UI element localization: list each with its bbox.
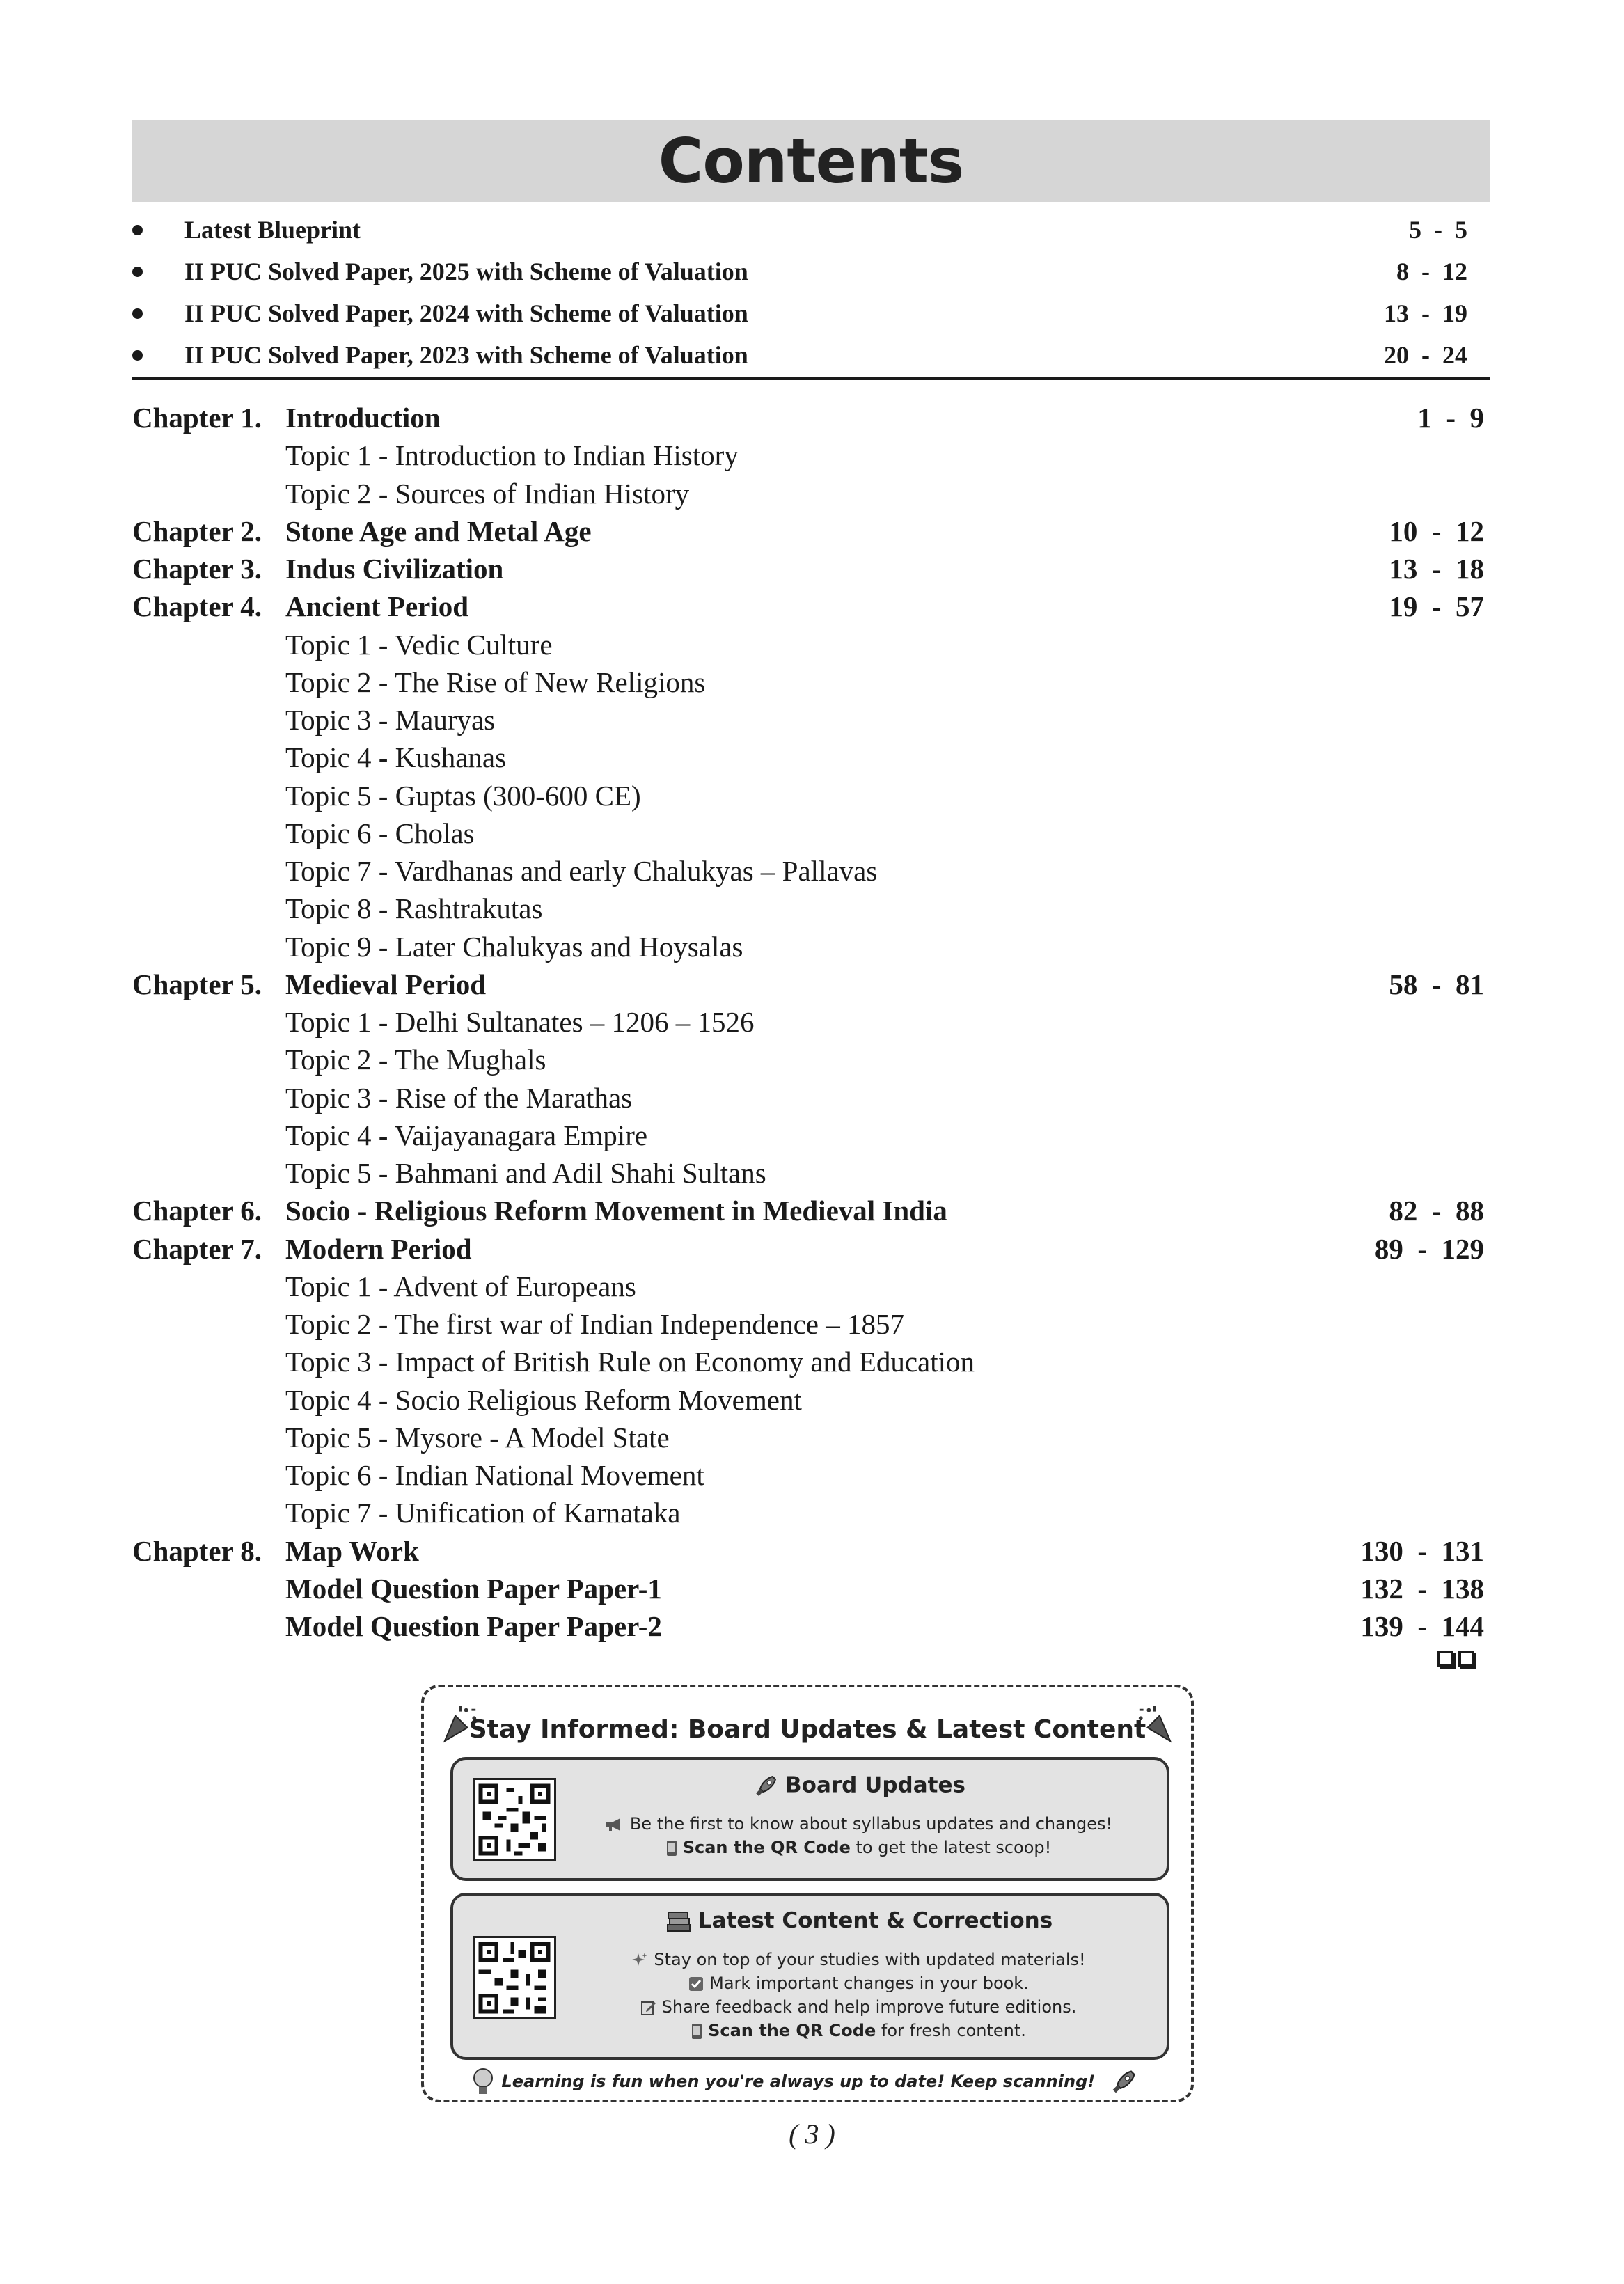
prelim-label: Latest Blueprint [184, 216, 361, 244]
topic-title: Topic 5 - Mysore - A Model State [285, 1421, 670, 1454]
chapter-title: Medieval Period [285, 968, 487, 1000]
page-range: 130 - 131 [1360, 1534, 1484, 1567]
chapter-row [132, 399, 1490, 436]
chapter-number: Chapter 8. [132, 1534, 262, 1567]
chapter-row [132, 550, 1490, 588]
topic-title: Topic 8 - Rashtrakutas [285, 892, 543, 925]
prelim-item [132, 334, 1490, 376]
topic-row [132, 928, 1490, 966]
chapter-title: Modern Period [285, 1232, 472, 1265]
topic-title: Topic 1 - Vedic Culture [285, 628, 553, 661]
mobile-phone-icon [691, 2023, 702, 2040]
topic-title: Topic 9 - Later Chalukyas and Hoysalas [285, 930, 743, 963]
chapter-title: Stone Age and Metal Age [285, 514, 592, 547]
info-box-title: Stay Informed: Board Updates & Latest Content [468, 1715, 1146, 1744]
topic-row [132, 1154, 1490, 1192]
chapter-number: Chapter 3. [132, 553, 262, 585]
topic-title: Topic 6 - Cholas [285, 817, 475, 849]
topic-row [132, 475, 1490, 512]
page-range: 82 - 88 [1389, 1195, 1484, 1227]
section-divider [132, 377, 1490, 380]
topic-title: Topic 2 - The Rise of New Religions [285, 665, 706, 698]
page-range: 1 - 9 [1417, 402, 1484, 434]
topic-title: Topic 3 - Impact of British Rule on Economy and Education [285, 1346, 975, 1378]
chapter-number: Chapter 6. [132, 1195, 262, 1227]
topic-row [132, 777, 1490, 814]
megaphone-icon [605, 1817, 624, 1832]
chapter-title: Model Question Paper Paper-1 [285, 1572, 662, 1605]
board-updates-panel [450, 1757, 1169, 1881]
chapter-title: Introduction [285, 402, 441, 434]
bullet-icon [132, 267, 143, 277]
topic-title: Topic 3 - Mauryas [285, 704, 496, 736]
latest-content-line: Stay on top of your studies with updated materials! [565, 1950, 1153, 1969]
mobile-phone-icon [666, 1840, 677, 1857]
latest-content-line: Share feedback and help improve future editions. [565, 1997, 1153, 2017]
topic-title: Topic 2 - The first war of Indian Independence – 1857 [285, 1308, 904, 1340]
chapter-title: Ancient Period [285, 590, 469, 623]
chapter-number: Chapter 2. [132, 514, 262, 547]
latest-content-heading: Latest Content & Corrections [565, 1908, 1153, 1935]
topic-row [132, 1494, 1490, 1531]
prelim-label: II PUC Solved Paper, 2023 with Scheme of Valuation [184, 341, 748, 369]
board-updates-scan-line: Scan the QR Code to get the latest scoop! [565, 1838, 1153, 1857]
bullet-icon [132, 350, 143, 361]
topic-row [132, 1117, 1490, 1154]
topic-row [132, 1003, 1490, 1041]
page-number: ( 3 ) [789, 2118, 835, 2150]
chapter-number: Chapter 1. [132, 402, 262, 434]
topic-row [132, 890, 1490, 927]
prelim-label: II PUC Solved Paper, 2024 with Scheme of Valuation [184, 299, 748, 327]
latest-content-panel [450, 1893, 1169, 2060]
stay-informed-box [421, 1685, 1194, 2102]
topic-row [132, 663, 1490, 701]
topic-title: Topic 1 - Delhi Sultanates – 1206 – 1526 [285, 1006, 755, 1038]
prelim-pages: 13 - 19 [1384, 299, 1467, 327]
bullet-icon [132, 308, 143, 319]
chapter-row [132, 966, 1490, 1003]
topic-row [132, 1381, 1490, 1419]
topic-row [132, 436, 1490, 474]
rocket-icon [752, 1772, 780, 1800]
topic-row [132, 1456, 1490, 1494]
chapter-number: Chapter 7. [132, 1232, 262, 1265]
books-icon [665, 1909, 693, 1935]
chapter-row [132, 1192, 1490, 1229]
chapter-row [132, 1570, 1490, 1607]
board-updates-heading: Board Updates [565, 1772, 1153, 1800]
chapter-title: Socio - Religious Reform Movement in Medieval India [285, 1195, 947, 1227]
chapter-row [132, 512, 1490, 550]
memo-icon [641, 2000, 656, 2015]
topic-row [132, 1343, 1490, 1380]
chapter-title: Model Question Paper Paper-2 [285, 1610, 662, 1642]
chapter-row [132, 1607, 1490, 1645]
topic-title: Topic 4 - Kushanas [285, 741, 507, 774]
chapter-row [132, 1532, 1490, 1570]
page-range: 19 - 57 [1389, 590, 1484, 623]
topic-title: Topic 1 - Advent of Europeans [285, 1270, 636, 1302]
chapter-title: Indus Civilization [285, 553, 504, 585]
topic-title: Topic 1 - Introduction to Indian History [285, 439, 739, 472]
topic-title: Topic 2 - Sources of Indian History [285, 477, 690, 510]
prelim-pages: 20 - 24 [1384, 341, 1467, 369]
topic-row [132, 814, 1490, 852]
sparkles-icon [631, 1952, 648, 1969]
topic-row [132, 739, 1490, 776]
topic-title: Topic 4 - Vaijayanagara Empire [285, 1119, 648, 1151]
board-updates-line: Be the first to know about syllabus updates and changes! [565, 1814, 1153, 1834]
topic-title: Topic 7 - Vardhanas and early Chalukyas – Pallavas [285, 855, 878, 887]
page-title: Contents [658, 125, 964, 197]
topic-title: Topic 7 - Unification of Karnataka [285, 1497, 681, 1529]
light-bulb-icon [471, 2067, 496, 2097]
topic-title: Topic 6 - Indian National Movement [285, 1459, 704, 1491]
prelim-item [132, 292, 1490, 334]
page-range: 13 - 18 [1389, 553, 1484, 585]
prelim-pages: 5 - 5 [1409, 216, 1467, 244]
contents-title-bar [132, 120, 1490, 202]
end-of-contents-mark [1437, 1651, 1486, 1671]
rocket-icon [1108, 2067, 1139, 2097]
chapter-number: Chapter 5. [132, 968, 262, 1000]
info-box-footer: Learning is fun when you're always up to date! Keep scanning! [424, 2067, 1191, 2097]
topic-row [132, 701, 1490, 739]
topic-row [132, 1041, 1490, 1078]
topic-row [132, 1079, 1490, 1117]
topic-row [132, 1268, 1490, 1305]
check-box-icon [688, 1976, 704, 1992]
topic-row [132, 1419, 1490, 1456]
latest-content-line: Mark important changes in your book. [565, 1974, 1153, 1993]
prelim-pages: 8 - 12 [1396, 258, 1467, 285]
page-range: 139 - 144 [1360, 1610, 1484, 1642]
page-range: 89 - 129 [1374, 1232, 1484, 1265]
topic-title: Topic 5 - Guptas (300-600 CE) [285, 779, 641, 812]
latest-content-scan-line: Scan the QR Code for fresh content. [565, 2021, 1153, 2040]
chapter-row [132, 588, 1490, 625]
topic-title: Topic 3 - Rise of the Marathas [285, 1081, 633, 1114]
topic-row [132, 1305, 1490, 1343]
qr-code[interactable] [473, 1936, 556, 2019]
qr-code[interactable] [473, 1778, 556, 1861]
topic-title: Topic 2 - The Mughals [285, 1043, 546, 1076]
topic-row [132, 626, 1490, 663]
prelim-item [132, 251, 1490, 292]
topic-row [132, 852, 1490, 890]
bullet-icon [132, 225, 143, 235]
topic-title: Topic 4 - Socio Religious Reform Movement [285, 1383, 802, 1416]
chapter-title: Map Work [285, 1534, 419, 1567]
page-range: 132 - 138 [1360, 1572, 1484, 1605]
prelim-item [132, 209, 1490, 251]
chapter-row [132, 1230, 1490, 1268]
page-range: 10 - 12 [1389, 514, 1484, 547]
prelim-label: II PUC Solved Paper, 2025 with Scheme of Valuation [184, 258, 748, 285]
topic-title: Topic 5 - Bahmani and Adil Shahi Sultans [285, 1157, 766, 1189]
chapter-number: Chapter 4. [132, 590, 262, 623]
page-range: 58 - 81 [1389, 968, 1484, 1000]
